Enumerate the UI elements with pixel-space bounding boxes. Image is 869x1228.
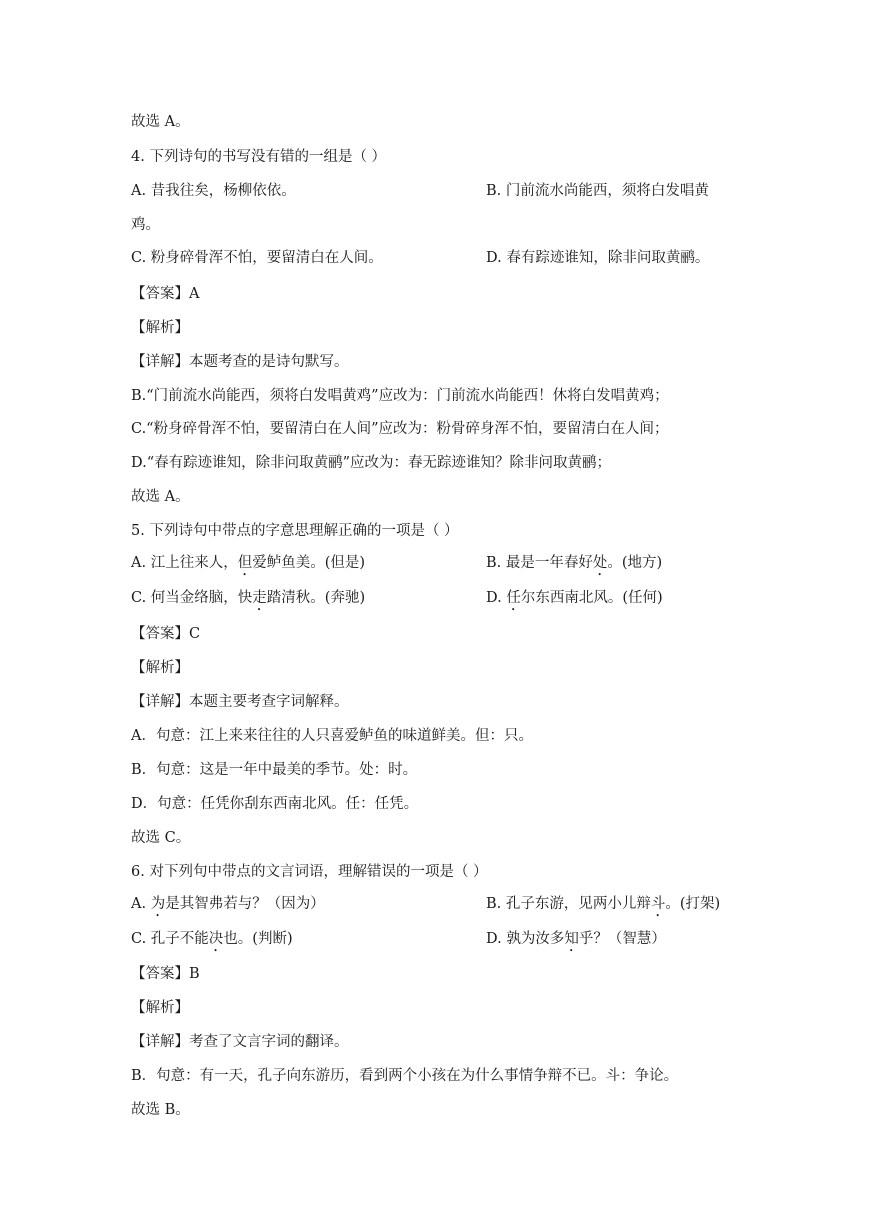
q5-explanation-b: B．句意：这是一年中最美的季节。处：时。 [131, 762, 418, 778]
q5-conclusion: 故选 C。 [131, 830, 191, 846]
q5-answer: 【答案】C [131, 626, 201, 642]
q6-option-c-pre: C. 孔子不能 [131, 931, 209, 947]
q5-option-b-post: 。(地方) [607, 555, 663, 571]
q4-answer: 【答案】A [131, 286, 200, 302]
q5-option-b [486, 553, 662, 579]
q5-option-c [131, 588, 365, 614]
q4-analysis-heading: 【解析】 [131, 320, 189, 336]
q6-option-a-post: 是其智弗若与？（因为） [165, 896, 325, 912]
q5-explanation-d: D．句意：任凭你刮东西南北风。任：任凭。 [131, 796, 419, 812]
q4-option-b: B. 门前流水尚能西，须将白发唱黄 [486, 183, 709, 199]
q6-option-d [486, 929, 666, 955]
q6-conclusion: 故选 B。 [131, 1102, 190, 1118]
q6-option-b [486, 894, 720, 920]
q4-explanation-b: B.“门前流水尚能西，须将白发唱黄鸡”应改为：门前流水尚能西！休将白发唱黄鸡； [131, 388, 669, 404]
q6-stem: 6. 对下列句中带点的文言词语，理解错误的一项是（ ） [131, 864, 488, 880]
q4-option-d: D. 春有踪迹谁知，除非问取黄鹂。 [486, 250, 710, 266]
q5-option-d-dotted: 任 [506, 590, 521, 606]
q4-conclusion: 故选 A。 [131, 489, 190, 505]
q5-option-c-pre: C. 何当金络脑，快 [131, 590, 253, 606]
q4-option-b-wrap: 鸡。 [131, 217, 160, 233]
q6-option-a-dotted: 为 [150, 896, 166, 912]
q4-explanation-d: D.“春有踪迹谁知，除非问取黄鹂”应改为：春无踪迹谁知？除非问取黄鹂； [131, 455, 612, 471]
q6-option-a [131, 894, 325, 920]
q5-option-a-pre: A. 江上往来人， [131, 555, 238, 571]
q6-option-a-pre: A. [131, 896, 151, 912]
q5-analysis-heading: 【解析】 [131, 660, 189, 676]
q6-analysis-heading: 【解析】 [131, 1000, 189, 1016]
q6-option-c [131, 929, 293, 955]
q4-detail: 【详解】本题考查的是诗句默写。 [131, 354, 349, 370]
q5-option-d [486, 588, 663, 614]
q4-option-c: C. 粉身碎骨浑不怕，要留清白在人间。 [131, 250, 383, 266]
q6-answer: 【答案】B [131, 966, 200, 982]
q6-option-b-post: 。(打架) [665, 896, 721, 912]
q5-explanation-a: A．句意：江上来来往往的人只喜爱鲈鱼的味道鲜美。但：只。 [131, 728, 533, 744]
q6-option-d-post: 乎？（智慧） [578, 931, 666, 947]
q5-option-b-pre: B. 最是一年春好 [486, 555, 593, 571]
q5-option-a-dotted: 但 [237, 555, 253, 571]
q3-conclusion: 故选 A。 [131, 114, 190, 130]
q6-detail: 【详解】考查了文言字词的翻译。 [131, 1034, 349, 1050]
q6-explanation-b: B．句意：有一天，孔子向东游历，看到两个小孩在为什么事情争辩不已。斗：争论。 [131, 1068, 679, 1084]
q6-option-d-dotted: 知 [564, 931, 579, 947]
q5-option-c-dotted: 走 [252, 590, 267, 606]
q5-option-a [131, 553, 365, 579]
q6-option-d-pre: D. 孰为汝多 [486, 931, 565, 947]
q4-option-a: A. 昔我往矣，杨柳依依。 [131, 183, 296, 199]
q6-option-c-post: 也。(判断) [223, 931, 293, 947]
q5-detail: 【详解】本题主要考查字词解释。 [131, 694, 349, 710]
q5-option-c-post: 踏清秋。(奔驰) [266, 590, 366, 606]
q5-option-b-dotted: 处 [592, 555, 608, 571]
q5-stem: 5. 下列诗句中带点的字意思理解正确的一项是（ ） [131, 523, 459, 539]
q4-stem: 4. 下列诗句的书写没有错的一组是（ ） [131, 149, 387, 165]
q5-option-d-post: 尔东西南北风。(任何) [520, 590, 663, 606]
q6-option-c-dotted: 决 [208, 931, 224, 947]
q6-option-b-dotted: 斗 [650, 896, 666, 912]
q5-option-d-pre: D. [486, 590, 507, 606]
q6-option-b-pre: B. 孔子东游，见两小儿辩 [486, 896, 651, 912]
q4-explanation-c: C.“粉身碎骨浑不怕，要留清白在人间”应改为：粉骨碎身浑不怕，要留清白在人间； [131, 421, 669, 437]
q5-option-a-post: 爱鲈鱼美。(但是) [252, 555, 366, 571]
